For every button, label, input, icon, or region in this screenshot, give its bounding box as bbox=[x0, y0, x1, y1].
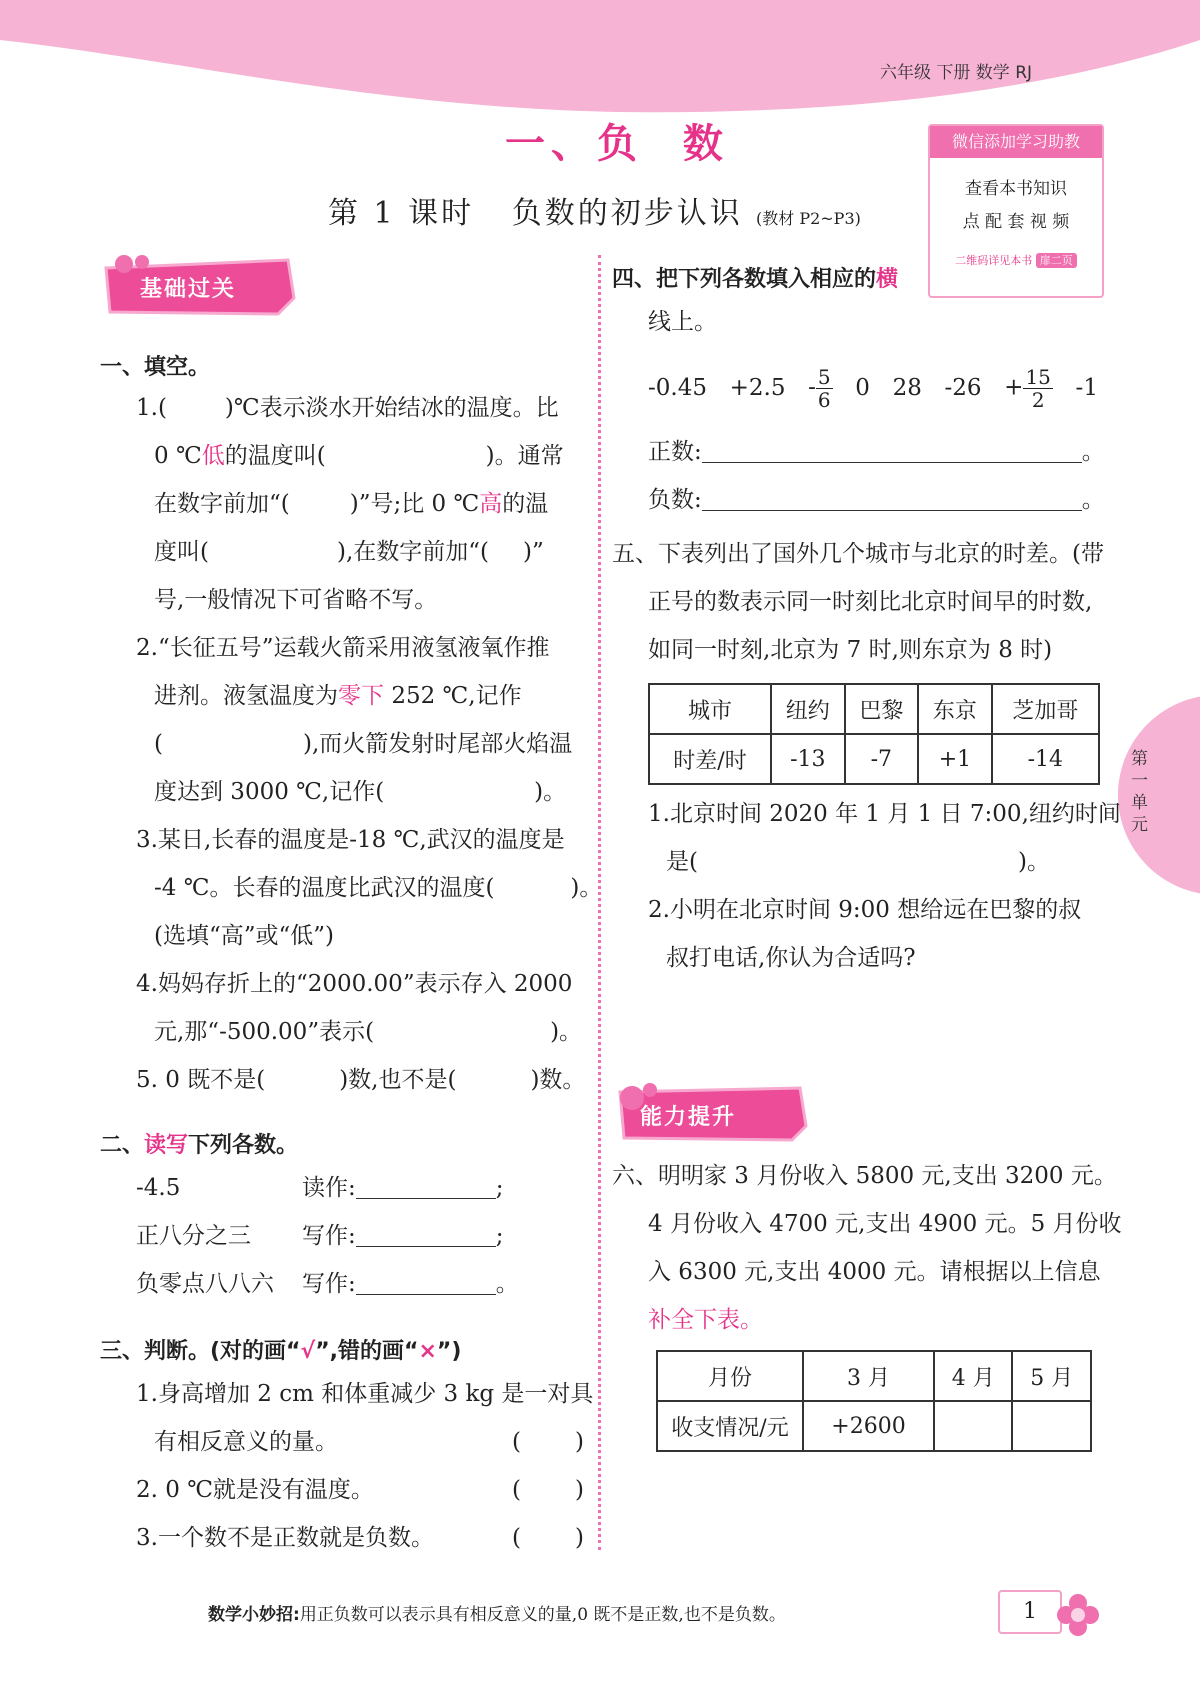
negative-end: 。 bbox=[1081, 487, 1105, 513]
badge-basic: 基础过关 bbox=[140, 277, 237, 302]
section2-answer-line[interactable] bbox=[356, 1172, 496, 1199]
q5-b: )数,也不是( bbox=[339, 1067, 457, 1093]
footer-tip-text: 用正负数可以表示具有相反意义的量,0 既不是正数,也不是负数。 bbox=[299, 1605, 786, 1625]
table-row bbox=[649, 734, 1099, 784]
table-cell: +2600 bbox=[803, 1401, 934, 1451]
paren-close: ) bbox=[575, 1477, 584, 1503]
grade-label: 六年级 下册 数学 RJ bbox=[880, 63, 1033, 83]
section4-title-a: 四、把下列各数填入相应的 bbox=[612, 267, 877, 292]
income-table bbox=[656, 1350, 1092, 1452]
q1-l2c: 的温度叫( bbox=[224, 443, 326, 469]
q4-l2b: )。 bbox=[550, 1019, 583, 1045]
number-item: -26 bbox=[944, 375, 982, 401]
section3-title-b: ”,错的画“ bbox=[315, 1339, 419, 1364]
table-cell: 时差/时 bbox=[649, 734, 771, 784]
q2-l2c: 252 ℃,记作 bbox=[391, 683, 522, 709]
textbook-ref: (教材 P2~P3) bbox=[756, 209, 861, 228]
positive-end: 。 bbox=[1081, 439, 1105, 465]
section2-action: 写作: bbox=[302, 1271, 356, 1297]
unit-side-tab-label: 第一单元 bbox=[1131, 749, 1148, 835]
q2-l4b: )。 bbox=[534, 779, 567, 805]
q2-l3a: ( bbox=[154, 731, 163, 757]
section2-item: 正八分之三 bbox=[136, 1223, 251, 1249]
fraction bbox=[1023, 366, 1052, 411]
timezone-table bbox=[648, 683, 1100, 785]
positive-row bbox=[648, 428, 1105, 476]
section2-end: ; bbox=[495, 1175, 504, 1201]
q1-l1a: 1.( bbox=[136, 395, 167, 421]
section6-line4: 补全下表。 bbox=[648, 1307, 763, 1333]
q2-l2b: 零下 bbox=[338, 683, 384, 709]
q1-l2a: 0 ℃ bbox=[154, 443, 202, 469]
footer-tip-label: 数学小妙招: bbox=[208, 1605, 300, 1625]
fraction-numerator: 15 bbox=[1025, 364, 1051, 389]
table-cell: 收支情况/元 bbox=[657, 1401, 803, 1451]
footer-tip bbox=[208, 1600, 786, 1625]
q5-c: )数。 bbox=[530, 1067, 586, 1093]
section2-row-2 bbox=[136, 1260, 586, 1308]
negative-row bbox=[648, 476, 1105, 524]
positive-label: 正数: bbox=[648, 439, 702, 465]
section3-title-c: ”) bbox=[436, 1339, 462, 1364]
table-cell: 城市 bbox=[649, 684, 771, 734]
table-cell: 纽约 bbox=[771, 684, 845, 734]
table-header-row bbox=[649, 684, 1099, 734]
lesson-title: 第 1 课时 负数的初步认识 bbox=[328, 196, 743, 231]
q1-line1 bbox=[136, 384, 559, 432]
section5-q1-line1: 1.北京时间 2020 年 1 月 1 日 7:00,纽约时间 bbox=[648, 801, 1121, 827]
section2-action: 读作: bbox=[302, 1175, 356, 1201]
qr-box bbox=[928, 124, 1104, 298]
q1-l4a: 度叫( bbox=[154, 539, 209, 565]
section2-title-a: 二、 bbox=[100, 1133, 145, 1158]
section5-line3: 如同一时刻,北京为 7 时,则东京为 8 时) bbox=[648, 637, 1053, 663]
fraction bbox=[816, 366, 833, 411]
chapter-title: 一、负 数 bbox=[505, 120, 729, 167]
paren-open: ( bbox=[512, 1525, 521, 1551]
q1-l2a: 是( bbox=[666, 849, 698, 875]
number-list bbox=[648, 358, 1098, 418]
judge3-answer[interactable] bbox=[512, 1514, 584, 1562]
qr-box-line1: 查看本书知识 bbox=[965, 179, 1067, 199]
judge3-line: 3.一个数不是正数就是负数。 bbox=[136, 1525, 434, 1551]
section3-title bbox=[100, 1334, 461, 1365]
check-mark-icon: √ bbox=[300, 1339, 316, 1364]
flower-icon bbox=[1048, 1585, 1108, 1645]
q1-line5: 号,一般情况下可省略不写。 bbox=[154, 587, 438, 613]
judge2-line: 2. 0 ℃就是没有温度。 bbox=[136, 1477, 374, 1503]
page-number: 1 bbox=[998, 1590, 1062, 1634]
positive-answer-line[interactable] bbox=[702, 436, 1082, 463]
fraction-denominator: 6 bbox=[817, 387, 831, 412]
q3-line1: 3.某日,长春的温度是-18 ℃,武汉的温度是 bbox=[136, 827, 565, 853]
qr-box-note bbox=[930, 252, 1102, 268]
number-item: -1 bbox=[1075, 375, 1098, 401]
q1-l4c: )” bbox=[523, 539, 544, 565]
section1-title: 一、填空。 bbox=[100, 355, 211, 380]
table-cell: 4 月 bbox=[934, 1351, 1013, 1401]
judge1-answer[interactable] bbox=[512, 1418, 584, 1466]
q1-line3 bbox=[154, 480, 548, 528]
table-cell: 5 月 bbox=[1012, 1351, 1091, 1401]
negative-label: 负数: bbox=[648, 487, 702, 513]
number-item: +2.5 bbox=[729, 375, 786, 401]
fraction-item bbox=[808, 366, 833, 411]
section2-answer-line[interactable] bbox=[356, 1220, 496, 1247]
section5-q2-line1: 2.小明在北京时间 9:00 想给远在巴黎的叔 bbox=[648, 897, 1082, 923]
q1-l3a: 在数字前加“( bbox=[154, 491, 290, 517]
section6-line1: 六、明明家 3 月份收入 5800 元,支出 3200 元。 bbox=[612, 1163, 1117, 1189]
paren-open: ( bbox=[512, 1429, 521, 1455]
q1-l4b: ),在数字前加“( bbox=[336, 539, 489, 565]
q1-l2d: )。通常 bbox=[485, 443, 564, 469]
section4-title-line2: 线上。 bbox=[648, 309, 717, 335]
section6-line2: 4 月份收入 4700 元,支出 4900 元。5 月份收 bbox=[648, 1211, 1122, 1237]
qr-box-line2: 点 配 套 视 频 bbox=[962, 212, 1070, 232]
section2-title bbox=[100, 1128, 298, 1159]
table-cell: -7 bbox=[845, 734, 919, 784]
section2-item: 负零点八八六 bbox=[136, 1271, 274, 1297]
section3-title-a: 三、判断。(对的画“ bbox=[100, 1339, 301, 1364]
table-cell: 东京 bbox=[918, 684, 992, 734]
q2-line1: 2.“长征五号”运载火箭采用液氢液氧作推 bbox=[136, 635, 550, 661]
table-cell: -14 bbox=[992, 734, 1099, 784]
table-cell: -13 bbox=[771, 734, 845, 784]
number-item: 28 bbox=[892, 375, 922, 401]
section2-row-0 bbox=[136, 1164, 586, 1212]
section2-answer-line[interactable] bbox=[356, 1268, 496, 1295]
judge1-line1: 1.身高增加 2 cm 和体重减少 3 kg 是一对具 bbox=[136, 1381, 594, 1407]
q5-a: 5. 0 既不是( bbox=[136, 1067, 266, 1093]
qr-note-text: 二维码详见本书 bbox=[955, 254, 1033, 267]
table-cell: 3 月 bbox=[803, 1351, 934, 1401]
number-item: -0.45 bbox=[648, 375, 707, 401]
q1-line4 bbox=[154, 528, 544, 576]
section5-q2-line2: 叔打电话,你认为合适吗? bbox=[666, 945, 916, 971]
table-cell: 月份 bbox=[657, 1351, 803, 1401]
q1-l3c: 高 bbox=[479, 491, 503, 517]
q2-l3b: ),而火箭发射时尾部火焰温 bbox=[302, 731, 573, 757]
section5-line2: 正号的数表示同一时刻比北京时间早的时数, bbox=[648, 589, 1093, 615]
judge2-answer[interactable] bbox=[512, 1466, 584, 1514]
q4-l2a: 元,那“-500.00”表示( bbox=[154, 1019, 375, 1045]
q1-l2b: )。 bbox=[1017, 849, 1050, 875]
q3-l2b: )。 bbox=[570, 875, 603, 901]
q1-l1b: )℃表示淡水开始结冰的温度。比 bbox=[224, 395, 559, 421]
table-cell: 芝加哥 bbox=[992, 684, 1099, 734]
q2-line4 bbox=[154, 768, 566, 816]
q3-line2 bbox=[154, 864, 602, 912]
table-cell[interactable] bbox=[934, 1401, 1013, 1451]
section2-item: -4.5 bbox=[136, 1175, 181, 1201]
q3-line3: (选填“高”或“低”) bbox=[154, 923, 334, 949]
fraction-item bbox=[1004, 366, 1053, 411]
section2-row-1 bbox=[136, 1212, 586, 1260]
fraction-denominator: 2 bbox=[1031, 387, 1045, 412]
paren-close: ) bbox=[575, 1429, 584, 1455]
paren-close: ) bbox=[575, 1525, 584, 1551]
section2-end: 。 bbox=[495, 1271, 519, 1297]
q4-line2 bbox=[154, 1008, 582, 1056]
q1-l3d: 的温 bbox=[502, 491, 549, 517]
q2-line3 bbox=[154, 720, 572, 768]
section5-q1-line2 bbox=[666, 838, 1050, 886]
q1-l3b: )”号;比 0 ℃ bbox=[349, 491, 480, 517]
q1-line2 bbox=[154, 432, 564, 480]
judge1-line2: 有相反意义的量。 bbox=[154, 1429, 338, 1455]
fraction-sign: - bbox=[808, 374, 816, 400]
table-cell: 巴黎 bbox=[845, 684, 919, 734]
qr-note-tag: 扉二页 bbox=[1036, 253, 1077, 268]
table-row bbox=[657, 1401, 1091, 1451]
q1-l2b: 低 bbox=[201, 443, 225, 469]
fraction-numerator: 5 bbox=[817, 364, 831, 389]
table-cell: +1 bbox=[918, 734, 992, 784]
section4-title-b: 横 bbox=[876, 267, 899, 292]
section2-title-b: 读写 bbox=[144, 1133, 189, 1158]
section5-line1: 五、下表列出了国外几个城市与北京的时差。(带 bbox=[612, 541, 1104, 567]
q2-line2 bbox=[154, 672, 522, 720]
section4-title bbox=[612, 262, 898, 293]
table-cell[interactable] bbox=[1012, 1401, 1091, 1451]
q3-l2a: -4 ℃。长春的温度比武汉的温度( bbox=[154, 875, 495, 901]
number-item: 0 bbox=[855, 375, 870, 401]
fraction-sign: + bbox=[1004, 374, 1024, 400]
qr-box-title: 微信添加学习助教 bbox=[930, 126, 1102, 158]
q4-line1: 4.妈妈存折上的“2000.00”表示存入 2000 bbox=[136, 971, 573, 997]
paren-open: ( bbox=[512, 1477, 521, 1503]
cross-mark-icon: × bbox=[418, 1339, 437, 1364]
section2-title-c: 下列各数。 bbox=[188, 1133, 299, 1158]
section2-action: 写作: bbox=[302, 1223, 356, 1249]
q2-l2a: 进剂。液氢温度为 bbox=[154, 683, 338, 709]
badge-advanced: 能力提升 bbox=[640, 1105, 737, 1130]
q2-l4a: 度达到 3000 ℃,记作( bbox=[154, 779, 385, 805]
negative-answer-line[interactable] bbox=[702, 484, 1082, 511]
q5-line bbox=[136, 1056, 585, 1104]
section2-end: ; bbox=[495, 1223, 504, 1249]
table-header-row bbox=[657, 1351, 1091, 1401]
section6-line3: 入 6300 元,支出 4000 元。请根据以上信息 bbox=[648, 1259, 1101, 1285]
